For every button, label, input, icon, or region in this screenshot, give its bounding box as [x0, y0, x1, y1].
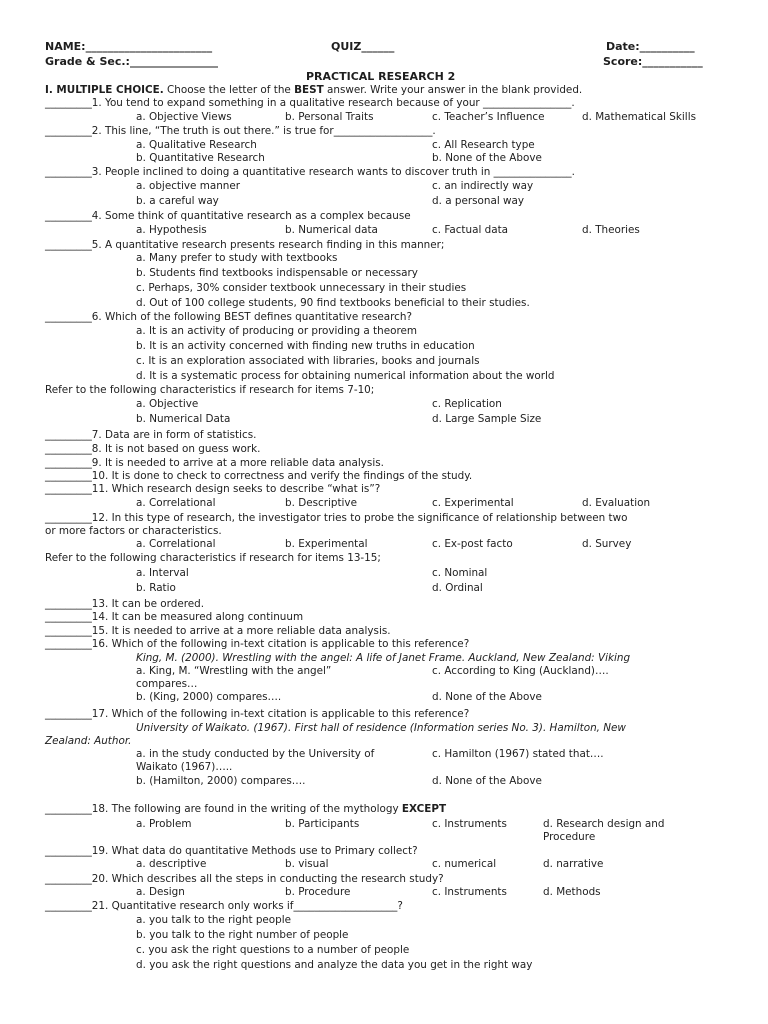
ref2-option-a: a. Interval	[136, 567, 189, 579]
question-3: _________3. People inclined to doing a quantitative research wants to discover truth in _______________.	[45, 166, 575, 178]
q1-option-b: b. Personal Traits	[285, 111, 374, 123]
q3-option-b: b. a careful way	[136, 195, 219, 207]
q18-option-b: b. Participants	[285, 818, 360, 830]
question-18	[45, 803, 446, 816]
score-field[interactable]: Score:___________	[603, 55, 703, 68]
q6-option-b: b. It is an activity concerned with finding new truths in education	[136, 340, 475, 352]
q12-option-b: b. Experimental	[285, 538, 368, 550]
question-15: _________15. It is needed to arrive at a more reliable data analysis.	[45, 625, 391, 637]
q3-option-a: a. objective manner	[136, 180, 241, 192]
q5-option-c: c. Perhaps, 30% consider textbook unnecessary in their studies	[136, 282, 467, 294]
q12-option-c: c. Ex-post facto	[432, 538, 513, 550]
question-13: _________13. It can be ordered.	[45, 598, 205, 610]
q12-option-d: d. Survey	[582, 538, 632, 550]
q6-option-c: c. It is an exploration associated with libraries, books and journals	[136, 355, 480, 367]
ref1-option-a: a. Objective	[136, 398, 199, 410]
q2-option-d: b. None of the Above	[432, 152, 542, 164]
ref1-option-d: d. Large Sample Size	[432, 413, 542, 425]
q17-reference-cont: Zealand: Author.	[45, 735, 132, 747]
q11-option-b: b. Descriptive	[285, 497, 357, 509]
question-4: _________4. Some think of quantitative research as a complex because	[45, 210, 411, 222]
page-title: PRACTICAL RESEARCH 2	[306, 70, 456, 83]
q11-option-a: a. Correlational	[136, 497, 216, 509]
q21-option-b: b. you talk to the right number of people	[136, 929, 349, 941]
q2-option-c: c. All Research type	[432, 139, 535, 151]
q6-option-d: d. It is a systematic process for obtaining numerical information about the world	[136, 370, 555, 382]
q4-option-b: b. Numerical data	[285, 224, 378, 236]
question-5: _________5. A quantitative research presents research finding in this manner;	[45, 239, 445, 251]
reference-7-10: Refer to the following characteristics if research for items 7-10;	[45, 384, 375, 396]
q21-option-a: a. you talk to the right people	[136, 914, 292, 926]
q17-option-c: c. Hamilton (1967) stated that….	[432, 748, 604, 760]
q2-option-a: a. Qualitative Research	[136, 139, 257, 151]
question-9: _________9. It is needed to arrive at a more reliable data analysis.	[45, 457, 384, 469]
ref1-option-c: c. Replication	[432, 398, 502, 410]
question-20: _________20. Which describes all the steps in conducting the research study?	[45, 873, 444, 885]
question-19: _________19. What data do quantitative Methods use to Primary collect?	[45, 845, 418, 857]
question-7: _________7. Data are in form of statistics.	[45, 429, 257, 441]
q3-option-c: c. an indirectly way	[432, 180, 534, 192]
q16-option-a-cont: compares…	[136, 678, 198, 690]
question-16: _________16. Which of the following in-text citation is applicable to this reference?	[45, 638, 470, 650]
q21-option-d: d. you ask the right questions and analyze the data you get in the right way	[136, 959, 533, 971]
q4-option-a: a. Hypothesis	[136, 224, 207, 236]
ref2-option-d: d. Ordinal	[432, 582, 483, 594]
q18-option-d-cont: Procedure	[543, 831, 596, 843]
question-17: _________17. Which of the following in-text citation is applicable to this reference?	[45, 708, 470, 720]
q11-option-d: d. Evaluation	[582, 497, 651, 509]
q19-option-c: c. numerical	[432, 858, 497, 870]
q18-option-d: d. Research design and	[543, 818, 665, 830]
instructions-best: BEST	[294, 84, 324, 96]
q20-option-b: b. Procedure	[285, 886, 351, 898]
instructions	[45, 84, 582, 97]
q16-option-a: a. King, M. “Wrestling with the angel”	[136, 665, 332, 677]
q4-option-c: c. Factual data	[432, 224, 509, 236]
q18-stem: _________18. The following are found in the writing of the mythology	[45, 803, 402, 815]
question-6: _________6. Which of the following BEST defines quantitative research?	[45, 311, 412, 323]
q19-option-a: a. descriptive	[136, 858, 207, 870]
question-10: _________10. It is done to check to correctness and verify the findings of the study.	[45, 470, 473, 482]
question-11: _________11. Which research design seeks to describe “what is”?	[45, 483, 381, 495]
q18-option-a: a. Problem	[136, 818, 192, 830]
q11-option-c: c. Experimental	[432, 497, 514, 509]
grade-section-field[interactable]: Grade & Sec.:________________	[45, 55, 218, 68]
q16-option-c: c. According to King (Auckland)….	[432, 665, 609, 677]
q4-option-d: d. Theories	[582, 224, 640, 236]
q1-option-c: c. Teacher’s Influence	[432, 111, 545, 123]
question-14: _________14. It can be measured along continuum	[45, 611, 304, 623]
q16-reference: King, M. (2000). Wrestling with the angel: A life of Janet Frame. Auckland, New Zealand: Viking	[136, 652, 631, 664]
q17-reference: University of Waikato. (1967). First hall of residence (Information series No. 3). Hamilton, New	[136, 722, 626, 734]
name-field[interactable]: NAME:_______________________	[45, 40, 213, 53]
reference-13-15: Refer to the following characteristics if research for items 13-15;	[45, 552, 381, 564]
q18-except: EXCEPT	[401, 803, 447, 815]
q20-option-d: d. Methods	[543, 886, 601, 898]
q20-option-a: a. Design	[136, 886, 185, 898]
question-12: _________12. In this type of research, the investigator tries to probe the significance of relationship between two	[45, 512, 628, 524]
question-8: _________8. It is not based on guess work.	[45, 443, 261, 455]
q17-option-d: d. None of the Above	[432, 775, 542, 787]
q19-option-d: d. narrative	[543, 858, 604, 870]
ref2-option-c: c. Nominal	[432, 567, 488, 579]
q17-option-a-cont: Waikato (1967)…..	[136, 761, 233, 773]
date-field[interactable]: Date:__________	[606, 40, 695, 53]
q3-option-d: d. a personal way	[432, 195, 525, 207]
q17-option-a: a. in the study conducted by the University of	[136, 748, 375, 760]
ref1-option-b: b. Numerical Data	[136, 413, 231, 425]
q17-option-b: b. (Hamilton, 2000) compares….	[136, 775, 306, 787]
q1-option-a: a. Objective Views	[136, 111, 232, 123]
q5-option-a: a. Many prefer to study with textbooks	[136, 252, 338, 264]
q2-option-b: b. Quantitative Research	[136, 152, 265, 164]
question-1: _________1. You tend to expand something in a qualitative research because of your _________________.	[45, 97, 575, 109]
question-2: _________2. This line, “The truth is out there.” is true for___________________.	[45, 125, 436, 137]
q6-option-a: a. It is an activity of producing or providing a theorem	[136, 325, 418, 337]
q20-option-c: c. Instruments	[432, 886, 507, 898]
q21-option-c: c. you ask the right questions to a number of people	[136, 944, 410, 956]
q1-option-d: d. Mathematical Skills	[582, 111, 696, 123]
question-12-cont: or more factors or characteristics.	[45, 525, 222, 537]
q16-option-b: b. (King, 2000) compares….	[136, 691, 282, 703]
instructions-text-2: answer. Write your answer in the blank provided.	[323, 84, 583, 96]
q5-option-d: d. Out of 100 college students, 90 find textbooks beneficial to their studies.	[136, 297, 530, 309]
q12-option-a: a. Correlational	[136, 538, 216, 550]
quiz-field[interactable]: QUIZ______	[331, 40, 395, 53]
q18-option-c: c. Instruments	[432, 818, 507, 830]
ref2-option-b: b. Ratio	[136, 582, 176, 594]
q16-option-d: d. None of the Above	[432, 691, 542, 703]
instructions-heading: I. MULTIPLE CHOICE.	[45, 84, 164, 96]
question-21: _________21. Quantitative research only works if____________________?	[45, 900, 403, 912]
instructions-text-1: Choose the letter of the	[163, 84, 295, 96]
q5-option-b: b. Students find textbooks indispensable or necessary	[136, 267, 418, 279]
q19-option-b: b. visual	[285, 858, 329, 870]
